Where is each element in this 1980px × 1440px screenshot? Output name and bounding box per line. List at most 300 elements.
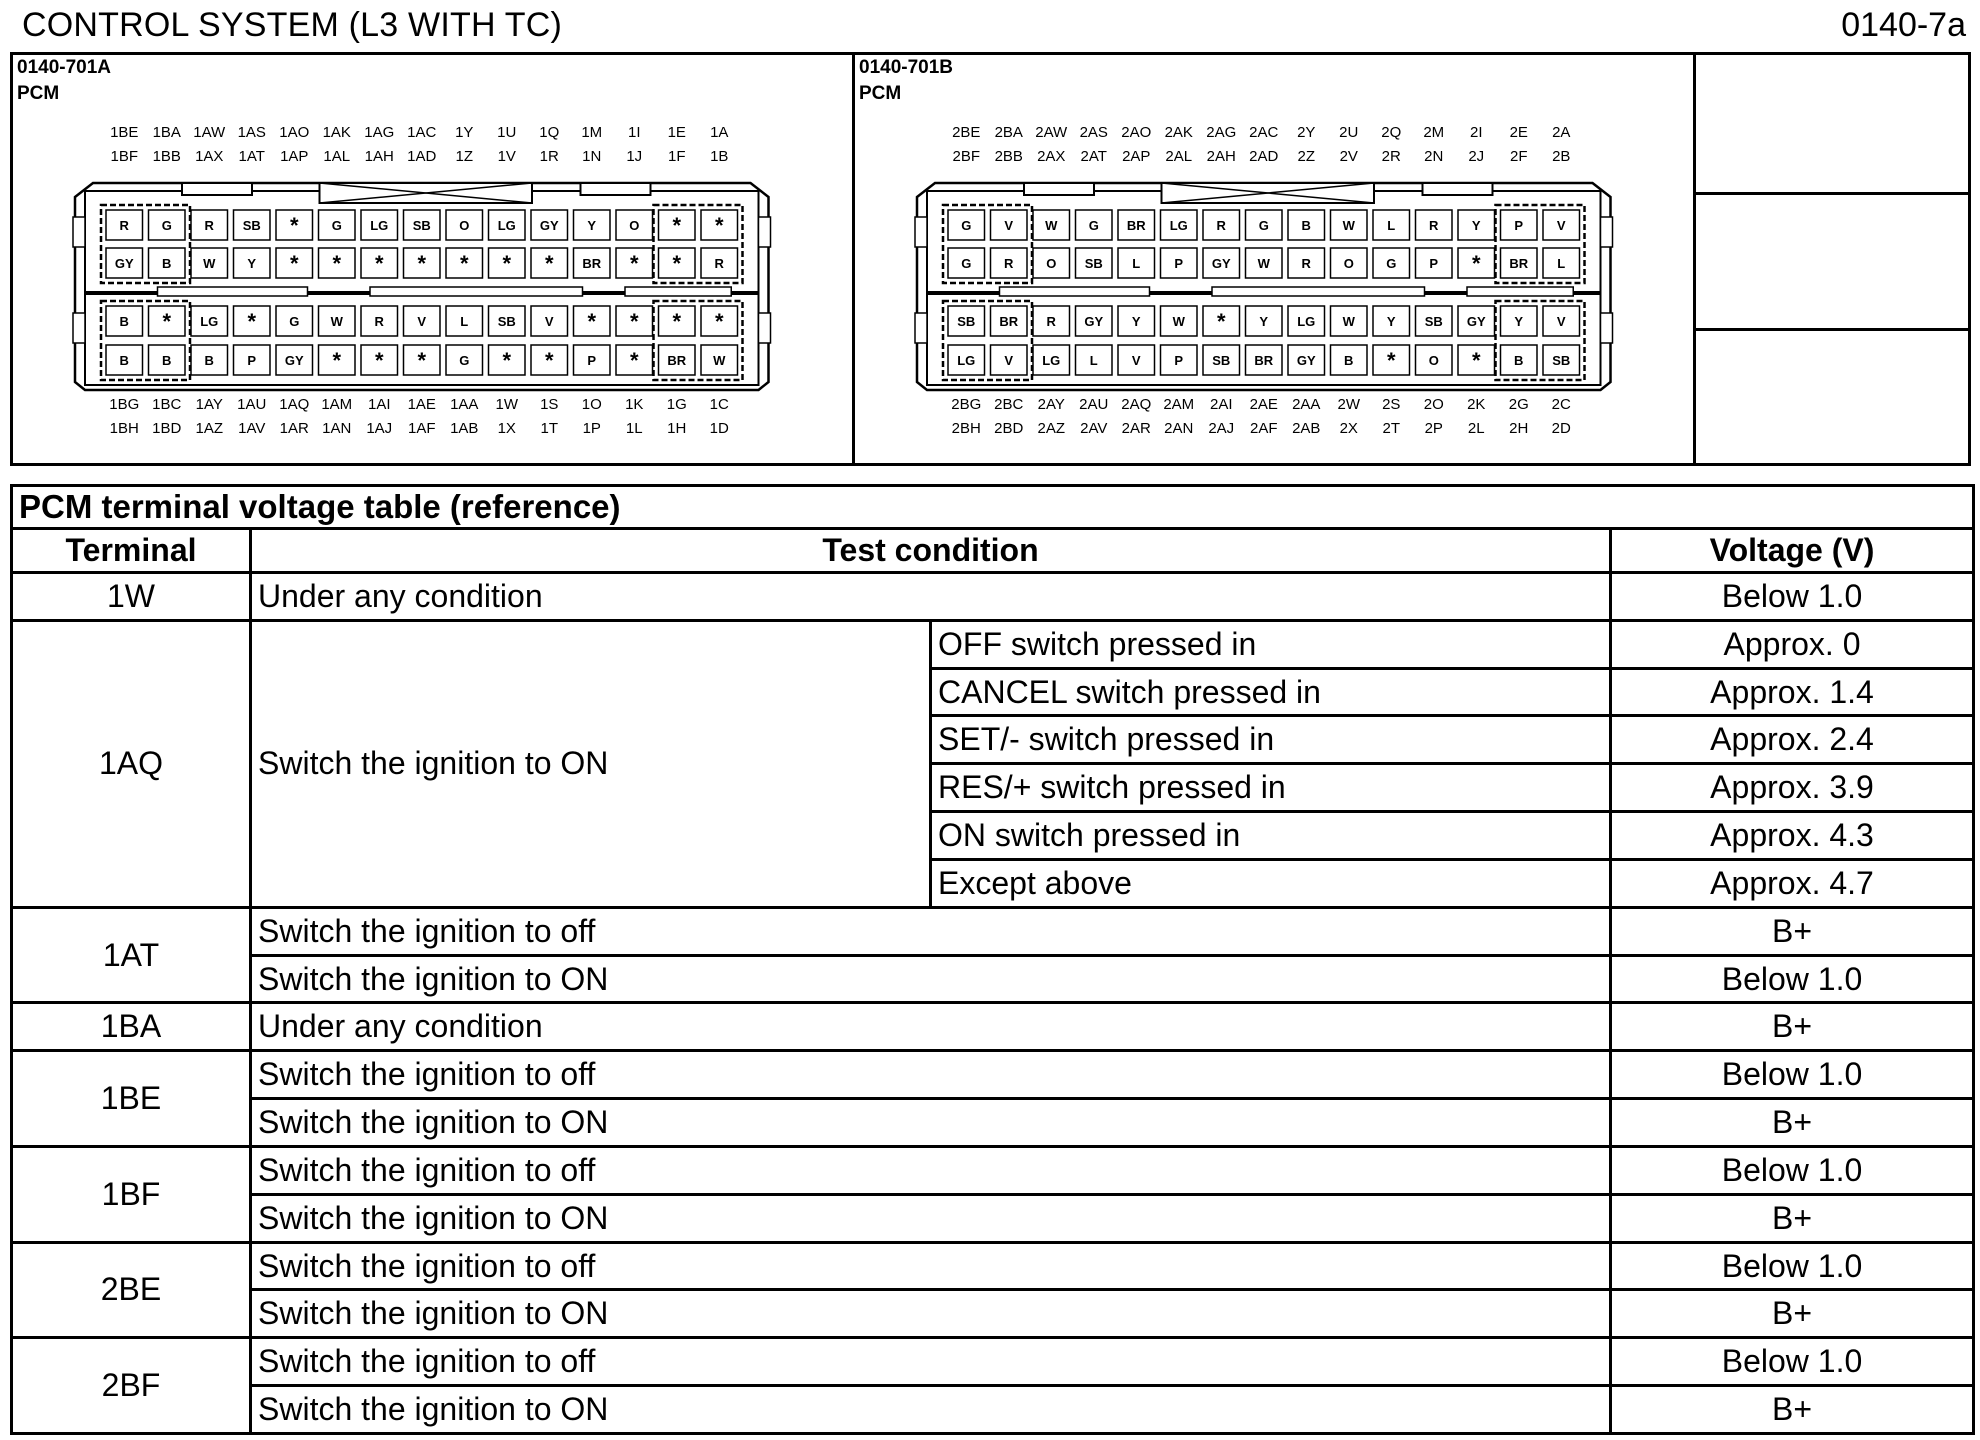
terminal-label: 2AL (1165, 148, 1193, 165)
terminal-label: 2BD (994, 420, 1024, 437)
terminal-label: 1W (495, 396, 518, 413)
terminal-label: 1P (582, 420, 601, 437)
wire-color-label: BR (667, 353, 687, 368)
wire-color-label: B (119, 353, 129, 368)
wire-color-label: L (1387, 218, 1396, 233)
condition-cell: Under any condition (251, 1003, 1611, 1051)
terminal-label: 1AF (407, 420, 436, 437)
terminal-cell: 1W (12, 573, 251, 621)
table-row (12, 1242, 1974, 1290)
separator-bar (370, 287, 583, 296)
wire-color-label: G (161, 218, 172, 233)
terminal-label: 1AG (364, 124, 395, 141)
wire-color-label: O (459, 218, 470, 233)
table-caption: PCM terminal voltage table (reference) (12, 486, 1974, 529)
terminal-label: 1B (710, 148, 729, 165)
wire-color-label: Y (1131, 314, 1141, 329)
terminal-label: 2P (1424, 420, 1443, 437)
terminal-label: 1AL (323, 148, 351, 165)
wire-color-label: R (1216, 218, 1226, 233)
wire-color-label: * (417, 348, 427, 373)
wire-color-label: * (672, 251, 682, 276)
voltage-cell: Below 1.0 (1611, 955, 1974, 1003)
terminal-label: 1AB (450, 420, 479, 437)
header-terminal: Terminal (12, 529, 251, 573)
terminal-cell: 2BE (12, 1242, 251, 1338)
terminal-label: 1AD (407, 148, 437, 165)
wire-color-label: R (204, 218, 214, 233)
terminal-label: 1AZ (195, 420, 224, 437)
wire-color-label: V (417, 314, 427, 329)
wire-color-label: * (502, 348, 512, 373)
wire-color-label: V (1131, 353, 1141, 368)
terminal-label: 1AO (279, 124, 310, 141)
voltage-cell: B+ (1611, 1290, 1974, 1338)
condition-cell: Switch the ignition to ON (251, 1386, 1611, 1434)
wire-color-label: * (374, 251, 384, 276)
terminal-label: 1BG (109, 396, 140, 413)
keyway-tab (1423, 183, 1493, 195)
terminal-label: 1M (581, 124, 603, 141)
header-test-condition: Test condition (251, 529, 1611, 573)
header-voltage: Voltage (V) (1611, 529, 1974, 573)
terminal-label: 1H (667, 420, 687, 437)
terminal-label: 1AN (322, 420, 352, 437)
wire-color-label: LG (957, 353, 976, 368)
terminal-label: 1BE (110, 124, 139, 141)
terminal-label: 1J (626, 148, 643, 165)
terminal-label: 2BH (951, 420, 981, 437)
wire-color-label: W (1172, 314, 1185, 329)
wire-color-label: * (332, 251, 342, 276)
page-code: 0140-7a (1841, 6, 1966, 44)
connector-b-id: 0140-701B (859, 57, 954, 78)
wire-color-label: GY (1296, 353, 1316, 368)
terminal-label: 2AQ (1121, 396, 1152, 413)
connector-a-name: PCM (17, 83, 60, 104)
wire-color-label: B (1301, 218, 1311, 233)
terminal-label: 2BE (952, 124, 981, 141)
wire-color-label: * (544, 348, 554, 373)
terminal-label: 2AX (1037, 148, 1066, 165)
sub-condition-cell: ON switch pressed in (931, 812, 1611, 860)
voltage-cell: B+ (1611, 1003, 1974, 1051)
wire-color-label: G (1258, 218, 1269, 233)
table-row (12, 1338, 1974, 1386)
terminal-label: 1C (709, 396, 729, 413)
wire-color-label: BR (582, 256, 602, 271)
terminal-label: 2Q (1381, 124, 1402, 141)
wire-color-label: * (289, 251, 299, 276)
wire-color-label: * (1386, 348, 1396, 373)
terminal-label: 2J (1468, 148, 1485, 165)
side-key (915, 313, 927, 343)
wire-color-label: R (1301, 256, 1311, 271)
terminal-label: 2AC (1249, 124, 1279, 141)
table-row (12, 907, 1974, 955)
condition-cell: Switch the ignition to off (251, 1338, 1611, 1386)
wire-color-label: P (1174, 256, 1184, 271)
wire-color-label: O (1046, 256, 1057, 271)
wire-color-label: SB (1552, 353, 1571, 368)
wire-color-label: P (1429, 256, 1439, 271)
wire-color-label: GY (284, 353, 304, 368)
wire-color-label: SB (1424, 314, 1443, 329)
voltage-cell: Approx. 4.3 (1611, 812, 1974, 860)
terminal-label: 1AE (407, 396, 436, 413)
wire-color-label: SB (1084, 256, 1103, 271)
wire-color-label: SB (497, 314, 516, 329)
voltage-cell: Approx. 1.4 (1611, 668, 1974, 716)
wire-color-label: LG (1169, 218, 1188, 233)
terminal-label: 2AD (1249, 148, 1279, 165)
terminal-label: 2Z (1297, 148, 1316, 165)
table-row (12, 620, 1974, 668)
condition-cell: Switch the ignition to off (251, 907, 1611, 955)
wire-color-label: * (502, 251, 512, 276)
terminal-label: 2AU (1079, 396, 1109, 413)
wire-color-label: LG (370, 218, 389, 233)
voltage-cell: Below 1.0 (1611, 1051, 1974, 1099)
terminal-label: 1BD (152, 420, 182, 437)
voltage-cell: B+ (1611, 1099, 1974, 1147)
wire-color-label: G (289, 314, 300, 329)
connector-b (915, 124, 1613, 437)
table-row (12, 1003, 1974, 1051)
terminal-label: 1V (497, 148, 516, 165)
wire-color-label: * (672, 309, 682, 334)
terminal-label: 2F (1509, 148, 1528, 165)
terminal-label: 2AA (1292, 396, 1321, 413)
separator-bar (1212, 287, 1425, 296)
side-key (1601, 217, 1613, 247)
table-row (12, 573, 1974, 621)
wire-color-label: B (204, 353, 214, 368)
side-key (759, 313, 771, 343)
wire-color-label: B (162, 353, 172, 368)
terminal-label: 1AH (364, 148, 394, 165)
wire-color-label: V (1556, 218, 1566, 233)
wire-color-label: V (1004, 218, 1014, 233)
wire-color-label: BR (1126, 218, 1146, 233)
wire-color-label: * (1471, 251, 1481, 276)
wire-color-label: G (459, 353, 470, 368)
terminal-label: 2BG (951, 396, 982, 413)
table-row (12, 955, 1974, 1003)
condition-cell: Under any condition (251, 573, 1611, 621)
voltage-cell: Below 1.0 (1611, 1242, 1974, 1290)
terminal-label: 2L (1467, 420, 1485, 437)
terminal-label: 2AK (1164, 124, 1193, 141)
separator-bar (158, 287, 308, 296)
wire-color-label: SB (957, 314, 976, 329)
wire-color-label: * (587, 309, 597, 334)
terminal-label: 1O (581, 396, 602, 413)
keyway-tab (182, 183, 252, 195)
terminal-label: 2AV (1080, 420, 1108, 437)
wire-color-label: P (247, 353, 257, 368)
wire-color-label: V (1556, 314, 1566, 329)
voltage-cell: B+ (1611, 1386, 1974, 1434)
terminal-label: 2AB (1292, 420, 1321, 437)
terminal-label: 1AC (407, 124, 437, 141)
wire-color-label: * (714, 213, 724, 238)
wire-color-label: * (247, 309, 257, 334)
terminal-label: 2AM (1163, 396, 1195, 413)
sub-condition-cell: CANCEL switch pressed in (931, 668, 1611, 716)
terminal-label: 2R (1381, 148, 1401, 165)
sub-condition-cell: Except above (931, 859, 1611, 907)
terminal-label: 1AR (279, 420, 309, 437)
wire-color-label: W (330, 314, 343, 329)
terminal-label: 1AJ (366, 420, 393, 437)
terminal-cell: 1BA (12, 1003, 251, 1051)
wire-color-label: * (1471, 348, 1481, 373)
voltage-cell: B+ (1611, 907, 1974, 955)
wire-color-label: SB (242, 218, 261, 233)
wire-color-label: V (544, 314, 554, 329)
terminal-label: 1BA (152, 124, 181, 141)
terminal-label: 1K (625, 396, 644, 413)
separator-bar (625, 287, 731, 296)
wire-color-label: R (1004, 256, 1014, 271)
terminal-cell: 1AT (12, 907, 251, 1003)
condition-cell: Switch the ignition to ON (251, 1194, 1611, 1242)
wire-color-label: LG (200, 314, 219, 329)
condition-cell: Switch the ignition to off (251, 1051, 1611, 1099)
wire-color-label: L (460, 314, 469, 329)
terminal-label: 2O (1423, 396, 1444, 413)
condition-cell: Switch the ignition to ON (251, 1099, 1611, 1147)
condition-cell: Switch the ignition to off (251, 1242, 1611, 1290)
wire-color-label: R (374, 314, 384, 329)
terminal-label: 2T (1382, 420, 1401, 437)
sub-condition-cell: SET/- switch pressed in (931, 716, 1611, 764)
terminal-label: 2BF (952, 148, 981, 165)
terminal-label: 2A (1552, 124, 1571, 141)
wire-color-label: * (629, 348, 639, 373)
side-key (1601, 313, 1613, 343)
wire-color-label: O (1343, 256, 1354, 271)
terminal-label: 1D (709, 420, 729, 437)
terminal-label: 1Z (455, 148, 474, 165)
wire-color-label: P (1514, 218, 1524, 233)
terminal-label: 2K (1467, 396, 1486, 413)
terminal-label: 1T (540, 420, 559, 437)
terminal-label: 2AY (1037, 396, 1065, 413)
terminal-label: 1AY (195, 396, 223, 413)
terminal-label: 2AJ (1208, 420, 1235, 437)
terminal-cell: 2BF (12, 1338, 251, 1434)
wire-color-label: B (1344, 353, 1354, 368)
wire-color-label: * (544, 251, 554, 276)
condition-cell: Switch the ignition to ON (251, 955, 1611, 1003)
wire-color-label: * (374, 348, 384, 373)
table-row (12, 1386, 1974, 1434)
terminal-label: 2E (1509, 124, 1528, 141)
wire-color-label: G (331, 218, 342, 233)
terminal-label: 2AG (1206, 124, 1237, 141)
terminal-label: 2V (1339, 148, 1358, 165)
terminal-label: 1F (667, 148, 686, 165)
wire-color-label: L (1089, 353, 1098, 368)
table-row (12, 1146, 1974, 1194)
terminal-label: 1R (539, 148, 559, 165)
voltage-cell: Below 1.0 (1611, 1338, 1974, 1386)
connector-a (73, 124, 771, 437)
terminal-label: 2AP (1122, 148, 1151, 165)
wire-color-label: Y (1259, 314, 1269, 329)
terminal-label: 1AW (193, 124, 226, 141)
terminal-label: 2I (1469, 124, 1483, 141)
terminal-label: 1AV (238, 420, 266, 437)
wire-color-label: P (1174, 353, 1184, 368)
voltage-cell: B+ (1611, 1194, 1974, 1242)
terminal-cell: 1AQ (12, 620, 251, 907)
terminal-label: 2U (1339, 124, 1359, 141)
terminal-label: 2BC (994, 396, 1024, 413)
wire-color-label: * (417, 251, 427, 276)
wire-color-label: BR (999, 314, 1019, 329)
terminal-label: 2AE (1249, 396, 1278, 413)
wire-color-label: LG (1297, 314, 1316, 329)
terminal-label: 1BC (152, 396, 182, 413)
terminal-label: 2G (1508, 396, 1529, 413)
voltage-cell: Approx. 4.7 (1611, 859, 1974, 907)
wire-color-label: G (1386, 256, 1397, 271)
wire-color-label: * (332, 348, 342, 373)
connector-drawing (13, 55, 1968, 463)
terminal-label: 2B (1552, 148, 1571, 165)
terminal-label: 1BH (109, 420, 139, 437)
terminal-label: 2AZ (1037, 420, 1066, 437)
condition-cell: Switch the ignition to ON (251, 1290, 1611, 1338)
connector-a-id: 0140-701A (17, 57, 112, 78)
wire-color-label: GY (1466, 314, 1486, 329)
wire-color-label: Y (1471, 218, 1481, 233)
sub-condition-cell: RES/+ switch pressed in (931, 764, 1611, 812)
voltage-cell: Approx. 3.9 (1611, 764, 1974, 812)
wire-color-label: SB (1212, 353, 1231, 368)
terminal-label: 1AK (322, 124, 351, 141)
wire-color-label: R (714, 256, 724, 271)
table-row (12, 1099, 1974, 1147)
wire-color-label: Y (587, 218, 597, 233)
terminal-label: 1AU (237, 396, 267, 413)
terminal-label: 2S (1382, 396, 1401, 413)
wire-color-label: W (713, 353, 726, 368)
wire-color-label: * (672, 213, 682, 238)
terminal-label: 1S (540, 396, 559, 413)
terminal-label: 1L (625, 420, 643, 437)
voltage-table (10, 484, 1972, 1435)
terminal-label: 1BF (110, 148, 139, 165)
wire-color-label: Y (247, 256, 257, 271)
wire-color-label: W (1342, 314, 1355, 329)
terminal-cell: 1BF (12, 1146, 251, 1242)
terminal-label: 2AS (1079, 124, 1108, 141)
wire-color-label: * (459, 251, 469, 276)
side-key (73, 313, 85, 343)
terminal-label: 1E (667, 124, 686, 141)
wire-color-label: G (961, 218, 972, 233)
terminal-label: 1N (582, 148, 602, 165)
wire-color-label: * (289, 213, 299, 238)
terminal-label: 1A (710, 124, 729, 141)
wire-color-label: R (1429, 218, 1439, 233)
wire-color-label: V (1004, 353, 1014, 368)
wire-color-label: B (119, 314, 129, 329)
keyway-tab (581, 183, 651, 195)
voltage-cell: Below 1.0 (1611, 1146, 1974, 1194)
terminal-label: 1X (497, 420, 516, 437)
wire-color-label: GY (539, 218, 559, 233)
wire-color-label: GY (1084, 314, 1104, 329)
voltage-cell: Approx. 2.4 (1611, 716, 1974, 764)
terminal-label: 2AR (1121, 420, 1151, 437)
terminal-label: 2BB (994, 148, 1023, 165)
terminal-label: 1AA (450, 396, 479, 413)
terminal-label: 2AF (1249, 420, 1278, 437)
connector-b-name: PCM (859, 83, 902, 104)
wire-color-label: W (1045, 218, 1058, 233)
separator-bar (1000, 287, 1150, 296)
terminal-label: 1Y (455, 124, 474, 141)
voltage-cell: Below 1.0 (1611, 573, 1974, 621)
wire-color-label: GY (114, 256, 134, 271)
wire-color-label: LG (1042, 353, 1061, 368)
wire-color-label: O (629, 218, 640, 233)
voltage-cell: Approx. 0 (1611, 620, 1974, 668)
terminal-label: 2X (1339, 420, 1358, 437)
side-key (915, 217, 927, 247)
side-key (73, 217, 85, 247)
terminal-label: 1I (627, 124, 641, 141)
wire-color-label: B (1514, 353, 1524, 368)
terminal-label: 1AT (238, 148, 265, 165)
terminal-label: 2AN (1164, 420, 1194, 437)
terminal-label: 2N (1424, 148, 1444, 165)
terminal-label: 2AI (1209, 396, 1233, 413)
terminal-label: 2D (1551, 420, 1571, 437)
terminal-label: 1AS (237, 124, 266, 141)
table-row (12, 1194, 1974, 1242)
wire-color-label: GY (1211, 256, 1231, 271)
wire-color-label: * (629, 309, 639, 334)
keyway-tab (1024, 183, 1094, 195)
terminal-label: 2H (1509, 420, 1529, 437)
terminal-label: 1AM (321, 396, 353, 413)
table-row (12, 1290, 1974, 1338)
wire-color-label: L (1557, 256, 1566, 271)
terminal-label: 2BA (994, 124, 1023, 141)
wire-color-label: Y (1386, 314, 1396, 329)
terminal-label: 1G (666, 396, 687, 413)
terminal-label: 1AP (280, 148, 309, 165)
separator-bar (1467, 287, 1573, 296)
wire-color-label: LG (497, 218, 516, 233)
wire-color-label: * (714, 309, 724, 334)
wire-color-label: W (1342, 218, 1355, 233)
wire-color-label: W (1257, 256, 1270, 271)
terminal-label: 1Q (539, 124, 560, 141)
terminal-label: 2C (1551, 396, 1571, 413)
side-key (759, 217, 771, 247)
wire-color-label: * (629, 251, 639, 276)
wire-color-label: * (1216, 309, 1226, 334)
terminal-label: 1AQ (279, 396, 310, 413)
terminal-label: 1U (497, 124, 517, 141)
